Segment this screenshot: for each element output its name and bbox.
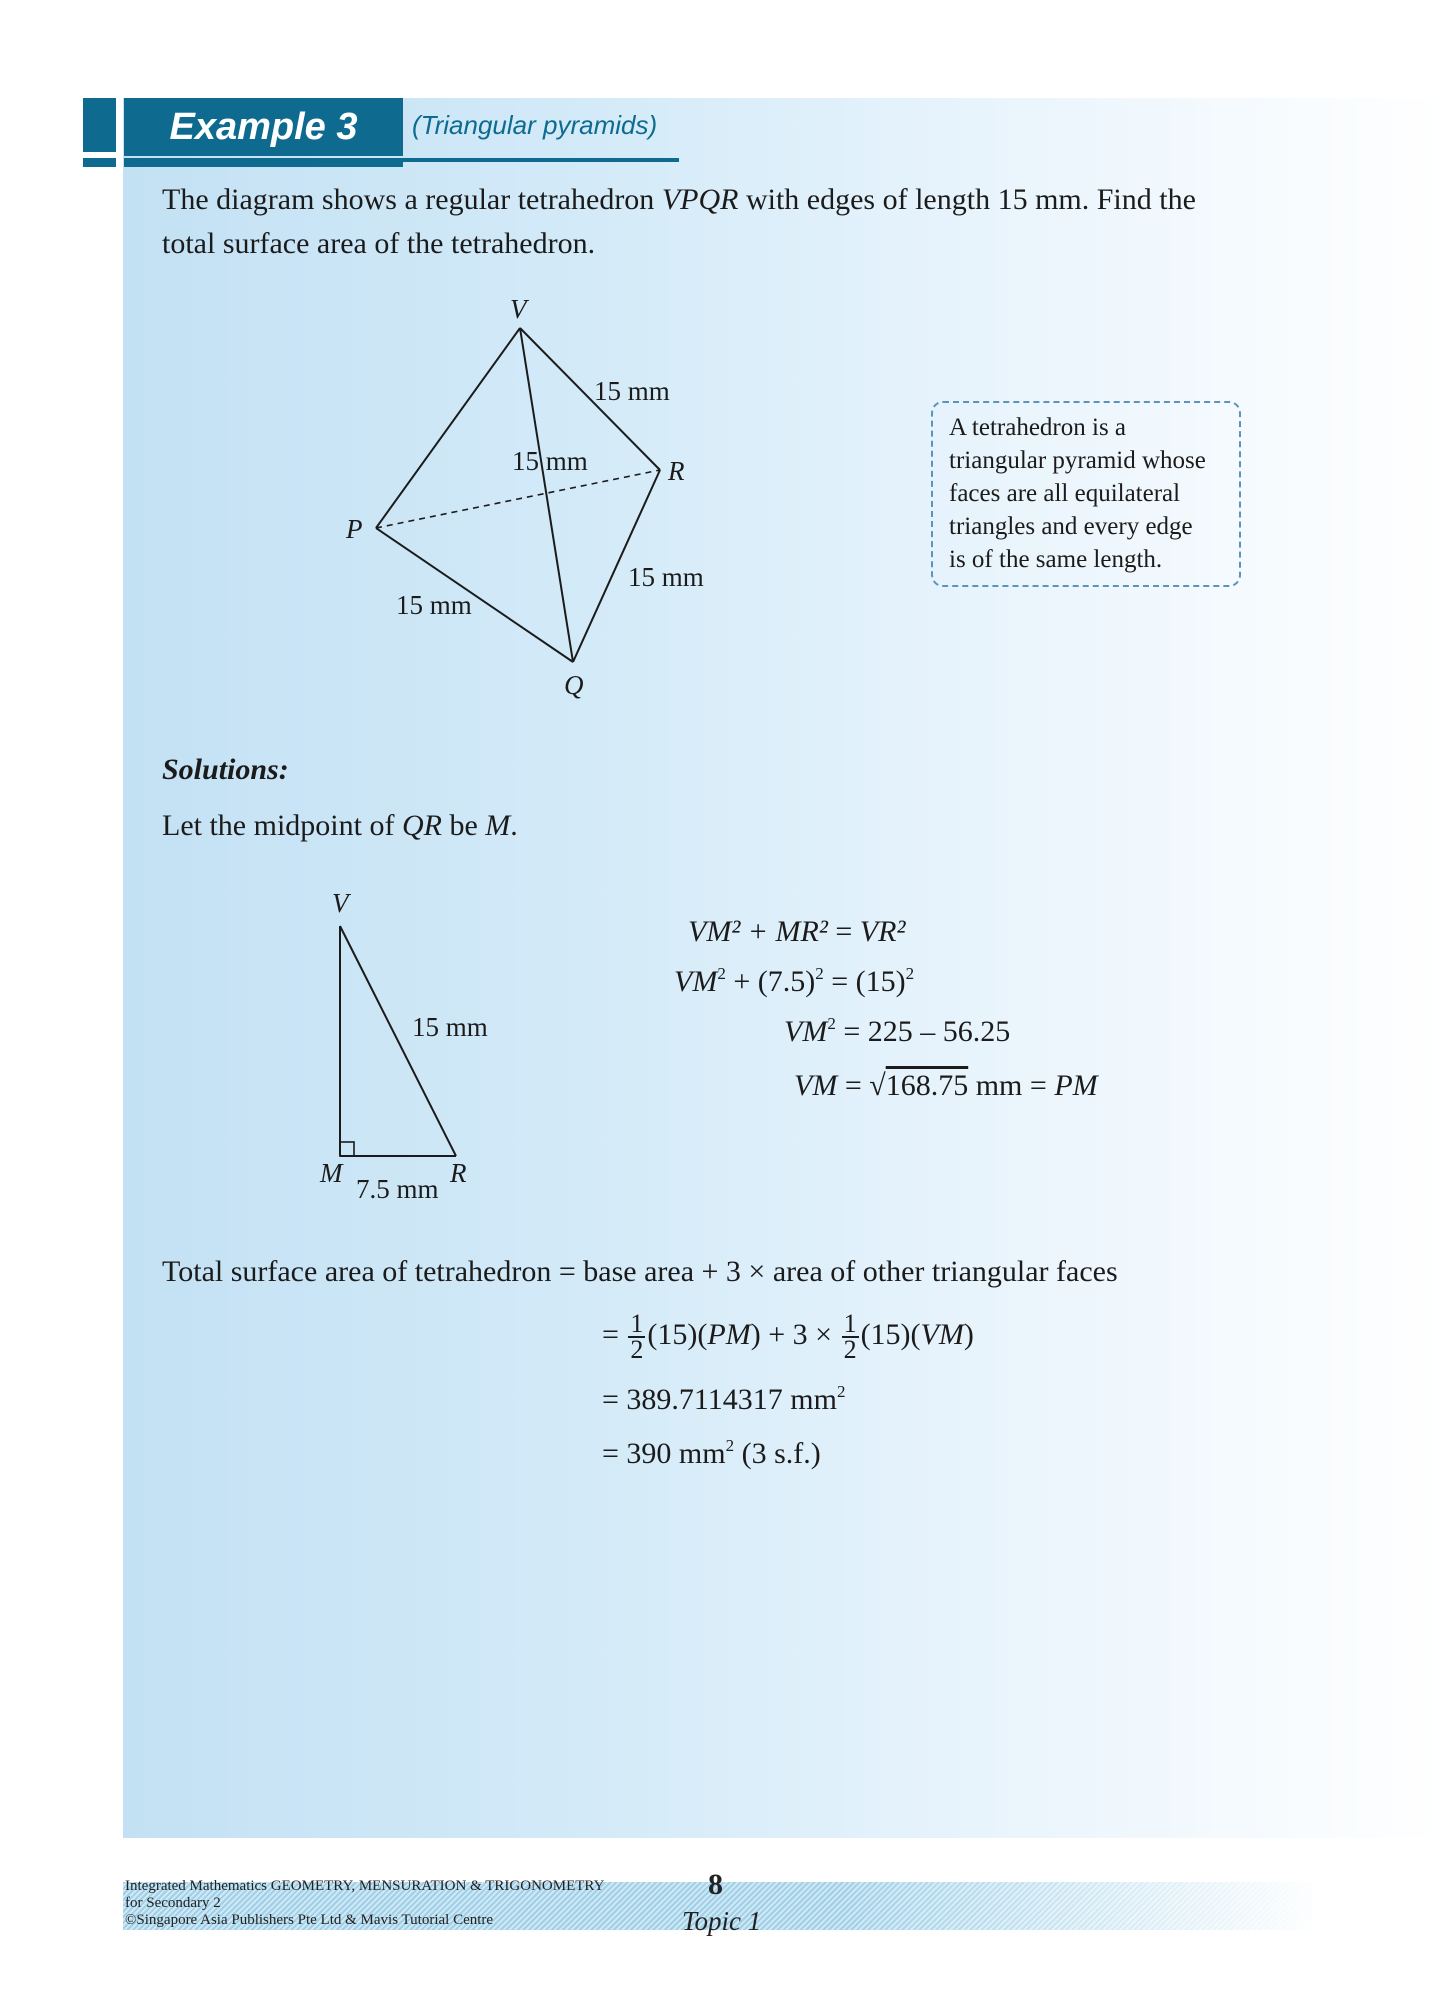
eq-lhs: VM <box>674 965 718 998</box>
eq-lhs: VM² + MR² <box>688 915 828 948</box>
vertex-label-v: V <box>510 294 527 324</box>
pythagoras-line-1: VM² + MR² = VR² <box>688 915 906 948</box>
edge-vq <box>520 328 573 662</box>
edge-vp <box>376 328 520 528</box>
definition-note <box>931 401 1241 587</box>
eq-lhs: + (7.5) <box>725 965 816 998</box>
right-triangle-diagram <box>310 880 530 1210</box>
note-line: triangular pyramid whose <box>949 447 1206 474</box>
triangle-label-v: V <box>332 888 349 918</box>
note-line: faces are all equilateral <box>949 480 1181 507</box>
intro-variable: QR <box>401 809 442 842</box>
solutions-heading: Solutions: <box>162 753 289 786</box>
intro-text: . <box>510 809 518 842</box>
eq-rhs: (15) <box>855 965 906 998</box>
eq-lhs: VM <box>784 1015 828 1048</box>
footer-line: ©Singapore Asia Publishers Pte Ltd & Mavis Tutorial Centre <box>125 1912 494 1928</box>
footer-credits <box>125 1878 604 1929</box>
header-accent-bar-low <box>83 158 116 167</box>
eq-lhs: VM <box>794 1069 838 1102</box>
question-line-2: total surface area of the tetrahedron. <box>162 227 596 260</box>
triangle-label-m: M <box>320 1158 343 1188</box>
tetrahedron-diagram <box>330 290 750 710</box>
right-angle-mark <box>340 1142 354 1156</box>
topic-label: Topic 1 <box>682 1906 762 1936</box>
total-precision: (3 s.f.) <box>734 1437 821 1470</box>
triangle-label-r: R <box>450 1158 467 1188</box>
footer-line: Integrated Mathematics GEOMETRY, MENSURATION & TRIGONOMETRY <box>125 1878 605 1894</box>
note-line: triangles and every edge <box>949 513 1193 540</box>
page-number: 8 <box>708 1868 723 1901</box>
vertex-label-r: R <box>668 456 685 486</box>
question-line-1 <box>162 178 1196 222</box>
eq-rhs: PM <box>1054 1069 1098 1102</box>
pythagoras-line-4: VM = √168.75 mm = PM <box>794 1069 1098 1102</box>
vertex-label-q: Q <box>564 670 584 700</box>
intro-text: be <box>441 809 486 842</box>
eq-rhs: 225 – 56.25 <box>867 1015 1011 1048</box>
header-underline-thick <box>124 162 403 167</box>
edge-label-vr: 15 mm <box>594 376 670 406</box>
eq-part: ) <box>963 1317 974 1351</box>
base-label: 7.5 mm <box>356 1174 439 1204</box>
eq-part: PM <box>707 1317 751 1351</box>
question-text: with edges of length 15 mm. Find the <box>738 183 1196 216</box>
question-text: The diagram shows a regular tetrahedron <box>162 183 662 216</box>
intro-text: Let the midpoint of <box>162 809 402 842</box>
note-line: A tetrahedron is a <box>949 414 1127 441</box>
solution-intro <box>162 804 518 848</box>
vertex-label-p: P <box>346 514 363 544</box>
eq-part: VM <box>920 1317 964 1351</box>
half-fraction: $\frac{1}{2}$ <box>843 1309 857 1364</box>
total-label: Total surface area of tetrahedron <box>162 1255 552 1288</box>
edge-label-pq: 15 mm <box>396 590 472 620</box>
half-fraction: $\frac{1}{2}$ <box>630 1309 644 1364</box>
header-accent-bar <box>83 98 116 152</box>
question-variable: VPQR <box>661 183 739 216</box>
edge-label-qr: 15 mm <box>628 562 704 592</box>
note-line: is of the same length. <box>949 546 1163 573</box>
total-rounded: = 390 mm <box>602 1437 726 1470</box>
eq-root: 168.75 <box>885 1069 969 1102</box>
total-line-1 <box>162 1252 1118 1292</box>
pythagoras-line-2: $VM^2 + (7.5)^2 = (15)^2$ <box>674 964 915 998</box>
eq-part: (15)( <box>647 1317 708 1351</box>
pythagoras-line-3: $VM^2 = 225 - 56.25$ <box>784 1014 1011 1048</box>
total-value: = 389.7114317 mm <box>602 1383 837 1416</box>
example-subtitle: (Triangular pyramids) <box>412 110 658 140</box>
intro-variable: M <box>485 809 511 842</box>
hypotenuse-label: 15 mm <box>412 1012 488 1042</box>
eq-rhs: VR² <box>859 915 906 948</box>
eq-unit: mm = <box>968 1069 1055 1102</box>
edge-pr-hidden <box>376 470 660 528</box>
footer-line: for Secondary 2 <box>125 1895 221 1911</box>
edge-label-inner: 15 mm <box>512 446 588 476</box>
eq-part: ) + 3 × <box>750 1317 833 1351</box>
example-title: Example 3 <box>124 98 403 156</box>
total-line-3: = 389.7114317 $mm^2$ <box>602 1382 846 1416</box>
eq-part: (15)( <box>860 1317 921 1351</box>
total-rhs: = base area + 3 × area of other triangular faces <box>558 1255 1118 1288</box>
total-line-4: = 390 $mm^2$ (3 s.f.) <box>602 1436 821 1470</box>
total-line-2: = $\frac{1}{2}$ (15)(PM) + 3 × $\frac{1}{2}$ (15)(VM) <box>602 1309 974 1364</box>
